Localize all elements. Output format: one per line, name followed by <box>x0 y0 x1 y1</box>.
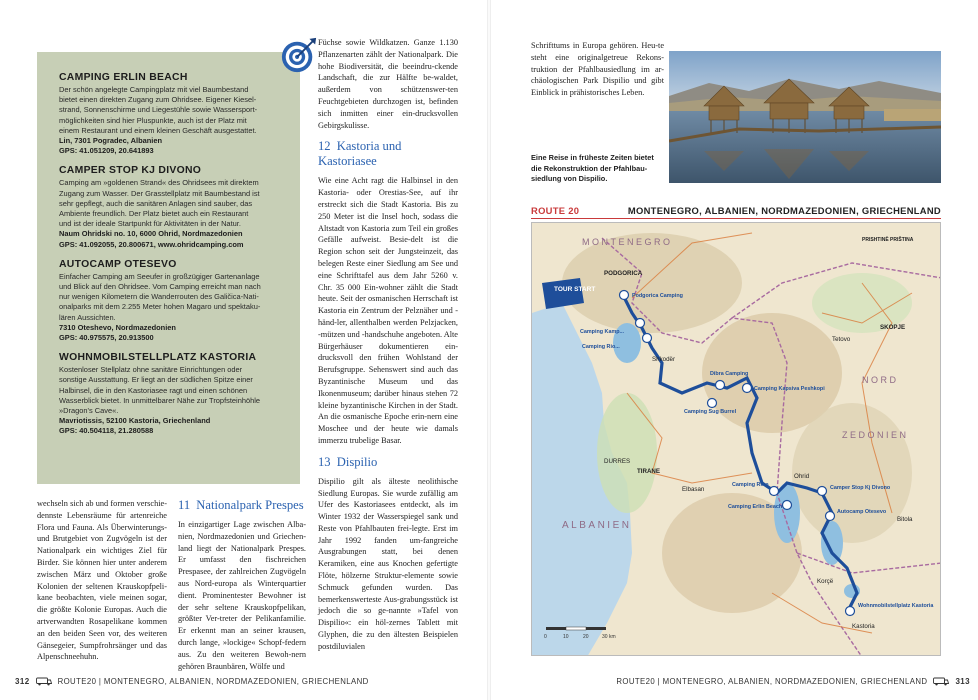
camping-line: Der schön angelegte Campingplatz mit viel Baumbestand <box>59 85 249 94</box>
camping-line: Kostenloser Stellplatz ohne sanitäre Einrichtungen oder <box>59 365 243 375</box>
camping-line: onalparks mit dem 2.255 Meter hohen Magaro und spektaku- <box>59 302 261 312</box>
city-label: Elbasan <box>682 486 705 493</box>
camper-icon <box>36 677 52 686</box>
section-title: Nationalpark Prespes <box>196 498 304 512</box>
camping-line: und ist der ideale Startpunkt für Aktivitäten in der Natur. <box>59 219 241 229</box>
camping-gps: GPS: 41.092055, 20.800671, www.ohridcamping.com <box>59 239 244 249</box>
route-label: ROUTE 20 <box>531 205 580 216</box>
camping-gps: GPS: 41.051209, 20.641893 <box>59 146 154 156</box>
camping-line: strand, Sonnenschirme und Liegestühle sowie Wassersport- <box>59 105 258 115</box>
camping-line: Halbinsel, die in den Kastoriasee ragt und einen schönen <box>59 385 248 395</box>
city-label: Bitola <box>897 516 913 523</box>
country-label: ZEDONIEN <box>842 430 909 440</box>
camping-line: sehr gepflegt, auch die sanitären Anlagen sind sauber, das <box>59 198 253 208</box>
footer-left <box>15 677 369 686</box>
camping-line: Camping am »goldenen Strand« des Ohridsees mit direktem <box>59 178 259 188</box>
camping-line: Wasserblick bietet. In unmittelbarer Nähe zur Tropfsteinhöhle <box>59 395 261 405</box>
camping-line: »Dragon's Cave«. <box>59 406 119 416</box>
map-camping-label: Camping Rio... <box>582 344 620 350</box>
footer-right <box>616 677 970 686</box>
camping-line: sonstige Ausstattung. Er liegt an der südlichen Spitze einer <box>59 375 253 385</box>
city-label: SKOPJE <box>880 324 906 331</box>
route-header <box>531 205 941 219</box>
camping-entry <box>59 165 286 249</box>
city-label: Shkodër <box>652 356 676 363</box>
camping-line: Zugang zum Wasser. Der Grasstellplatz mit Baumbestand ist <box>59 188 260 198</box>
camping-line: und Blick auf den Ohridsee. Vom Camping erreicht man nach <box>59 282 261 292</box>
section-number: 13 <box>318 454 331 469</box>
route-map[interactable] <box>531 222 941 656</box>
route-countries: MONTENEGRO, ALBANIEN, NORDMAZEDONIEN, GRIECHENLAND <box>627 205 941 216</box>
city-label: TIRANE <box>637 468 661 475</box>
book-gutter <box>487 0 491 700</box>
section-text: Dispilio gilt als älteste neolithische Siedlung Europas. Sie wurde zufällig am Ufer des Kastoriasees entdeckt, als im Winter 1932 der Wasserspiegel sank und Reste von Pfahlbauten frei-legte. Erst im Jahr 1992 fanden um-fangreiche Ausgrabungen statt, bei denen Keramiken, eine aus Knochen gefertigte Flöte, hölzerne Struktur-elemente sowie Schmuck gefunden wurden. Das bemerkenswerteste Aus-grabungsstück ist jedoch die so ge-nannte »Tafel von Dispilio«: ein höl-zernes Tablett mit Glyphen, die zu den ältesten Beispielen postdiluvialen <box>318 476 458 651</box>
camping-description <box>59 85 286 136</box>
city-label: Korçë <box>817 578 834 585</box>
camping-address: Lin, 7301 Pogradec, Albanien <box>59 136 163 146</box>
country-label: MONTENEGRO <box>582 237 673 247</box>
section-title: Kastoria und Kastoriasee <box>318 139 402 169</box>
map-camping-label: Autocamp Otesevo <box>837 509 887 515</box>
country-label: ALBANIEN <box>562 520 632 531</box>
section-heading <box>178 498 306 513</box>
city-label: Tetovo <box>832 336 851 343</box>
camping-entry <box>59 259 286 343</box>
city-label: PRISHTINË PRIŠTINA <box>862 237 914 243</box>
right-intro-text: Schrifttums in Europa gehören. Heu-te steht eine originalgetreue Rekons-truktion der Pfahlbausiedlung im ar-chäologischen Park Dispilio und gibt Einblick in prähistorisches Leben. <box>531 41 664 98</box>
tour-start-label: TOUR START <box>554 286 596 293</box>
map-camping-label: Camper Stop Kj Divono <box>830 485 891 491</box>
footer-text: ROUTE20 | MONTENEGRO, ALBANIEN, NORDMAZEDONIEN, GRIECHENLAND <box>616 677 928 686</box>
section-heading <box>318 139 458 169</box>
map-camping-label: Camping Erlin Beach <box>728 504 783 510</box>
camping-line: nur wenigen Kilometern die Wanderrouten des Galičica-Nati- <box>59 292 259 302</box>
camping-description <box>59 365 286 416</box>
page-number: 313 <box>955 677 970 686</box>
camping-marker[interactable] <box>636 319 645 328</box>
camping-marker[interactable] <box>826 512 835 521</box>
camping-title: CAMPER STOP KJ DIVONO <box>59 165 202 177</box>
camping-line: Einfacher Camping am Seeufer in großzügiger Gartenanlage <box>59 271 260 281</box>
city-label: Ohrid <box>794 473 810 480</box>
section-title: Dispilio <box>336 454 378 469</box>
city-label: Kastoria <box>852 623 875 630</box>
footer-text: ROUTE20 | MONTENEGRO, ALBANIEN, NORDMAZEDONIEN, GRIECHENLAND <box>57 677 369 686</box>
page-number: 312 <box>15 677 30 686</box>
camping-description <box>59 178 286 229</box>
map-camping-label: Dibra Camping <box>710 371 749 377</box>
country-label: NORD <box>862 375 899 385</box>
left-column-text: wechseln sich ab und formen verschie-dennste Lebensräume für artenreiche Flora und Fauna. Als Überwinterungs- und Brutgebiet von Zugvögeln ist der Nationalpark ein wichtiges Ziel für Birder. Sie können hier unter anderem zwischen März und Oktober große Kolonien der seltenen Krauskopfpeli-kane beobachten, viele meinen sogar, die größte Kolonie Europas. Auch die artverwandten Rosapelikane kommen an den beiden Seen vor, des weiteren Gänsegeier, Sumpfrohrsänger und das Alpenschneehuhn. <box>37 499 167 662</box>
camping-gps: GPS: 40.504118, 21.280588 <box>59 426 154 436</box>
middle-column <box>318 37 458 661</box>
section-text: In einzigartiger Lage zwischen Alba-nien, Nordmazedonien und Griechen-land liegt der Nationalpark Prespes. Er umfasst den fischreichen Prespasee, der zahlreichen Zugvögeln aus Nord-europa als Winterquartier dient. Prominentester Bewohner ist der sehr seltene Krauskopfpelikan, größter Ver-treter der Pelikanfamilie. Er erkennt man an seiner krausen, durch lange, »lockige« Schopf-federn aus. Zu den weiteren Bewoh-nern gehören Braunbären, Wölfe und <box>178 520 306 671</box>
map-camping-label: Camping Kamp... <box>580 329 625 335</box>
camping-title: WOHNMOBILSTELLPLATZ KASTORIA <box>59 352 257 364</box>
map-camping-label: Podgorica Camping <box>632 293 683 299</box>
section-text: Wie eine Acht ragt die Halbinsel in den Kastoria- oder Orestias-See, auf ihr erstreckt sich die Stadt Kastoria. Bis zu 250 Meter ist die Insel hoch, sodass die Altstadt von Kastoria zum Teil ein großes Gefälle aufweist. Besie-delt ist die Region schon seit der Jungsteinzeit, das belegen Reste einer Siedlung am See und eine Schrifttafel aus dem Jahr 5260 v. Chr. 35 000 Ein-wohner zählt die Stadt heute. Seit der osmanischen Herrschaft ist Kastoria ein Zentrum der Pelznäher und -händ-ler, allenthalben werden Pelzjacken, -mützen und -handschuhe angeboten. Alte Bürgerhäuser dokumentieren ein-drucksvoll den frühen Wohlstand der Berufsgruppe. Sehenswert sind auch das Byzantinische Museum und das Ikonenmuseum; darüber hinaus stehen 72 kleine byzantinische Kirchen in der Stadt. An die osmanische Epoche erin-nern eine Moschee und der heute wie damals immerzu trubelige Basar. <box>318 176 458 445</box>
camping-address: Mavriotissis, 52100 Kastoria, Griechenland <box>59 416 211 426</box>
camping-address: Naum Ohridski no. 10, 6000 Ohrid, Nordmazedonien <box>59 229 243 239</box>
section-heading <box>318 455 458 470</box>
camping-marker[interactable] <box>743 384 752 393</box>
camping-line: einem Restaurant und einem kleinen Geschäft ausgestattet. <box>59 125 257 135</box>
camping-box <box>37 52 300 484</box>
camping-title: AUTOCAMP OTESEVO <box>59 258 177 270</box>
camping-line: bietet einen direkten Zugang zum Ohridsee. Eigener Kiesel- <box>59 95 257 105</box>
camping-title: CAMPING ERLIN BEACH <box>59 72 188 83</box>
stilt-houses-photo <box>669 51 941 183</box>
section-nationalpark-prespes <box>178 498 306 672</box>
camping-marker[interactable] <box>716 381 725 390</box>
mid-intro-text: Füchse sowie Wildkatzen. Ganze 1.130 Pflanzenarten zählt der Nationalpark. Die hohe Biodiversität, die beeindru-ckende Landschaft, die zur Hälfte be-waldet, außerdem von schützenswer-ten Feuchtgebieten durchzogen ist, befinden sich inmitten einer ein-drucksvollen Gebirgskulisse. <box>318 38 458 130</box>
camping-marker[interactable] <box>620 291 629 300</box>
camping-marker[interactable] <box>846 607 855 616</box>
city-label: DURRES <box>604 458 631 465</box>
section-number: 11 <box>178 498 191 512</box>
map-camping-label: Wohnmobilstellplatz Kastoria <box>858 603 934 609</box>
scale-tick: 10 <box>563 634 569 640</box>
scale-tick: 20 <box>583 634 589 640</box>
camping-marker[interactable] <box>770 487 779 496</box>
scale-tick: 30 km <box>602 634 616 640</box>
map-camping-label: Camping Kapsiva Peshkopi <box>754 386 825 392</box>
section-number: 12 <box>318 139 331 154</box>
city-label: PODGORICA <box>604 270 643 277</box>
camping-line: Ambiente freundlich. Der Platz bietet auch ein Restaurant <box>59 209 249 219</box>
camping-address: 7310 Oteshevo, Nordmazedonien <box>59 322 176 332</box>
camping-marker[interactable] <box>643 334 652 343</box>
camping-marker[interactable] <box>818 487 827 496</box>
camping-line: lären Aussichten. <box>59 312 116 322</box>
camping-marker[interactable] <box>708 399 717 408</box>
camping-line: möglichkeiten sind hier Pluspunkte, auch ist der Platz mit <box>59 115 247 125</box>
map-camping-label: Camping Rino <box>732 482 769 488</box>
scale-tick: 0 <box>544 634 547 640</box>
photo-caption: Eine Reise in früheste Zeiten bietet die Rekonstruktion der Pfahlbau-siedlung von Dispilio. <box>531 153 654 183</box>
camping-gps: GPS: 40.975575, 20.913500 <box>59 333 154 343</box>
camping-entry <box>59 352 286 436</box>
target-arrow-icon <box>280 36 318 74</box>
camping-marker[interactable] <box>783 501 792 510</box>
camping-entry <box>59 72 286 156</box>
map-camping-label: Camping Sug Burrel <box>684 409 737 415</box>
camper-icon <box>933 677 949 686</box>
camping-description <box>59 272 286 323</box>
